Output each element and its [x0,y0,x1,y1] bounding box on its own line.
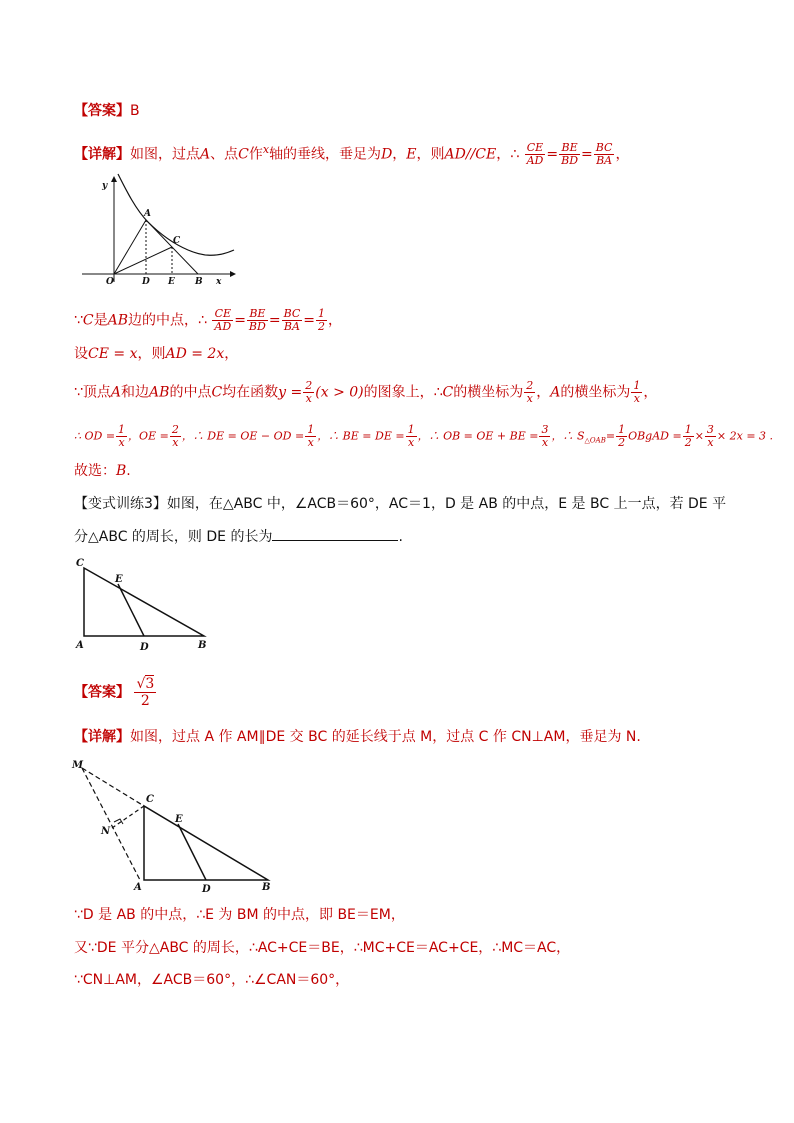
comma: ， [392,146,407,163]
problem-tag: 【变式训练3】 [74,496,167,512]
label-d: D [202,884,211,895]
text: 的横坐标为 [560,384,631,401]
detail-text: 如图，过点 [130,146,200,163]
axis-x: x [262,143,270,156]
segment-oc [114,247,172,274]
text: ， [536,384,551,401]
numerator: √3 [136,676,155,692]
point-a: A [110,384,122,401]
detail-line-2 [74,727,641,747]
label-a: A [144,209,151,219]
fraction: $\frac{BC}{BA}$ [595,141,613,168]
answer-tag: 【答案】 [74,103,130,119]
answer-line-2 [74,676,156,710]
expr: = [605,429,616,443]
expr: ，OE = [128,429,169,443]
expr: ，∴ DE = OE − OD = [181,429,305,443]
point-c: C [238,146,249,163]
label-o: O [106,277,114,287]
fraction: $\frac{1}{2}$ [684,423,692,449]
parallel-expr: AD//CE [444,146,497,163]
segment-oa [114,220,146,274]
label-x: x [216,277,222,287]
step-line: ∵D 是 AB 的中点，∴E 为 BM 的中点，即 BE＝EM， [74,907,405,923]
point-c: C [82,312,94,329]
segment-ab-label: AB [149,384,170,401]
expr: ∴ OD = [74,429,116,443]
y-axis-arrow [111,176,117,182]
label-c: C [146,794,154,805]
figure-hyperbola [78,170,238,290]
fraction: $\frac{1}{x}$ [633,379,641,405]
segment-ab-label: AB [107,312,129,329]
denominator: 2 [140,693,150,709]
text: 的中点 [169,384,212,401]
label-e: E [168,277,175,287]
triangle-abc [144,806,268,880]
problem-line-2 [74,526,403,547]
function-expr: y = [278,384,303,401]
subscript: △OAB [584,436,606,445]
text: 是 [93,312,108,329]
point-c: C [211,384,223,401]
segment-mc [82,768,144,806]
problem-line-1 [74,494,726,514]
point-e: E [406,146,417,163]
vertex-line [74,380,657,405]
punctuation: ， [224,346,239,362]
expr: OBgAD = [628,429,682,443]
midpoint-line: ∵C是AB边的中点，∴ $\frac{CE}{AD}$ = $\frac{BE}{BD}$ = $\frac{BC}{BA}$ = $\frac{1}{2}$ ， [74,307,343,333]
point-a: A [200,146,211,163]
triangle-abc [84,568,204,636]
label-a: A [76,640,84,651]
answer-fraction [134,676,156,709]
calc-line [74,424,773,451]
segment-ma [82,768,140,880]
fraction: $\frac{BE}{BD}$ [561,141,579,168]
expr: × 2x = 3 . [716,429,774,443]
answer-blank[interactable] [272,526,398,541]
fraction: $\frac{BE}{BD}$ [248,307,266,333]
domain-condition: (x > 0) [315,384,364,401]
detail-text: ，∴ [496,146,520,163]
expr: ，∴ S [551,429,585,443]
fraction: $\frac{BC}{BA}$ [283,307,301,333]
text: 设 [74,346,88,362]
step-line: ∵CN⊥AM，∠ACB＝60°，∴∠CAN＝60°， [74,972,350,988]
expr-ad: AD = 2x [165,346,225,362]
text: 均在函数 [222,384,279,401]
point-d: D [381,146,393,163]
choose-line [74,461,131,481]
fraction: $\frac{1}{x}$ [118,423,126,449]
point-c: C [442,384,454,401]
answer-value: B [130,103,140,119]
fraction: $\frac{2}{x}$ [171,423,179,449]
fraction: $\frac{3}{x}$ [706,423,714,449]
point-a: A [550,384,561,401]
expr: × [694,429,704,443]
figure-triangle [72,556,212,656]
fraction: $\frac{CE}{AD}$ [526,141,544,168]
expr-ce: CE = x [88,346,138,362]
fraction: $\frac{2}{x}$ [526,379,534,405]
answer-line-1 [74,101,140,121]
fraction: $\frac{1}{x}$ [307,423,315,449]
problem-text: 如图，在△ABC 中，∠ACB＝60°，AC＝1，D 是 AB 的中点，E 是 BC 上一点，若 DE 平 [166,496,727,512]
text: ，则 [137,346,166,362]
because-symbol: ∵ [74,312,83,329]
label-c: C [76,558,84,569]
figure-construction [66,756,280,896]
detail-tag: 【详解】 [74,146,130,163]
label-d: D [142,277,150,287]
segment-cn [112,806,144,828]
detail-text: ，则 [416,146,445,163]
punctuation: ， [615,146,630,163]
punctuation: . [398,529,403,545]
detail-text: 作 [248,146,263,163]
label-b: B [262,882,271,893]
segment-de [118,584,144,636]
x-axis-arrow [230,271,236,277]
step-line: 又∵DE 平分△ABC 的周长，∴AC+CE＝BE，∴MC+CE＝AC+CE，∴MC＝AC， [74,940,571,956]
expr: ，∴ OB = OE + BE = [417,429,539,443]
label-a: A [134,882,142,893]
text: 和边 [121,384,150,401]
punctuation: ， [328,312,343,329]
answer-tag: 【答案】 [74,684,130,701]
text: 的横坐标为 [453,384,524,401]
detail-line-1: 【详解】如图，过点A、点C作$^x$轴的垂线，垂足为D，E，则AD//CE，∴ $\frac{CE}{AD}$ = $\frac{BE}{BD}$ = $\frac{BC}{BA}$ ， [74,141,630,168]
choose-value: B [116,463,127,479]
segment-de [178,824,206,880]
detail-text: 轴的垂线，垂足为 [269,146,382,163]
label-m: M [72,760,84,771]
fraction: $\frac{3}{x}$ [541,423,549,449]
label-d: D [140,642,149,653]
set-line [74,344,238,364]
label-c: C [173,236,181,246]
fraction: $\frac{1}{x}$ [407,423,415,449]
punctuation: ， [643,384,658,401]
label-e: E [115,574,123,585]
detail-text: 、点 [210,146,239,163]
label-n: N [101,826,111,837]
fraction: $\frac{CE}{AD}$ [214,307,232,333]
text: ∵顶点 [74,384,111,401]
fraction: $\frac{1}{2}$ [318,307,326,333]
detail-tag: 【详解】 [74,729,130,745]
fraction: $\frac{1}{2}$ [618,423,626,449]
text: 的图象上，∴ [363,384,443,401]
detail-text: 如图，过点 A 作 AM∥DE 交 BC 的延长线于点 M，过点 C 作 CN⊥AM，垂足为 N. [130,729,641,745]
label-b: B [195,277,203,287]
choose-text: 故选： [74,463,116,479]
label-e: E [175,814,183,825]
expr: ，∴ BE = DE = [317,429,405,443]
label-b: B [198,640,207,651]
fraction: $\frac{2}{x}$ [305,379,313,405]
punctuation: . [126,463,131,479]
text: 边的中点，∴ [128,312,207,329]
problem-text: 分△ABC 的周长，则 DE 的长为 [74,529,273,545]
label-y: y [102,181,108,191]
